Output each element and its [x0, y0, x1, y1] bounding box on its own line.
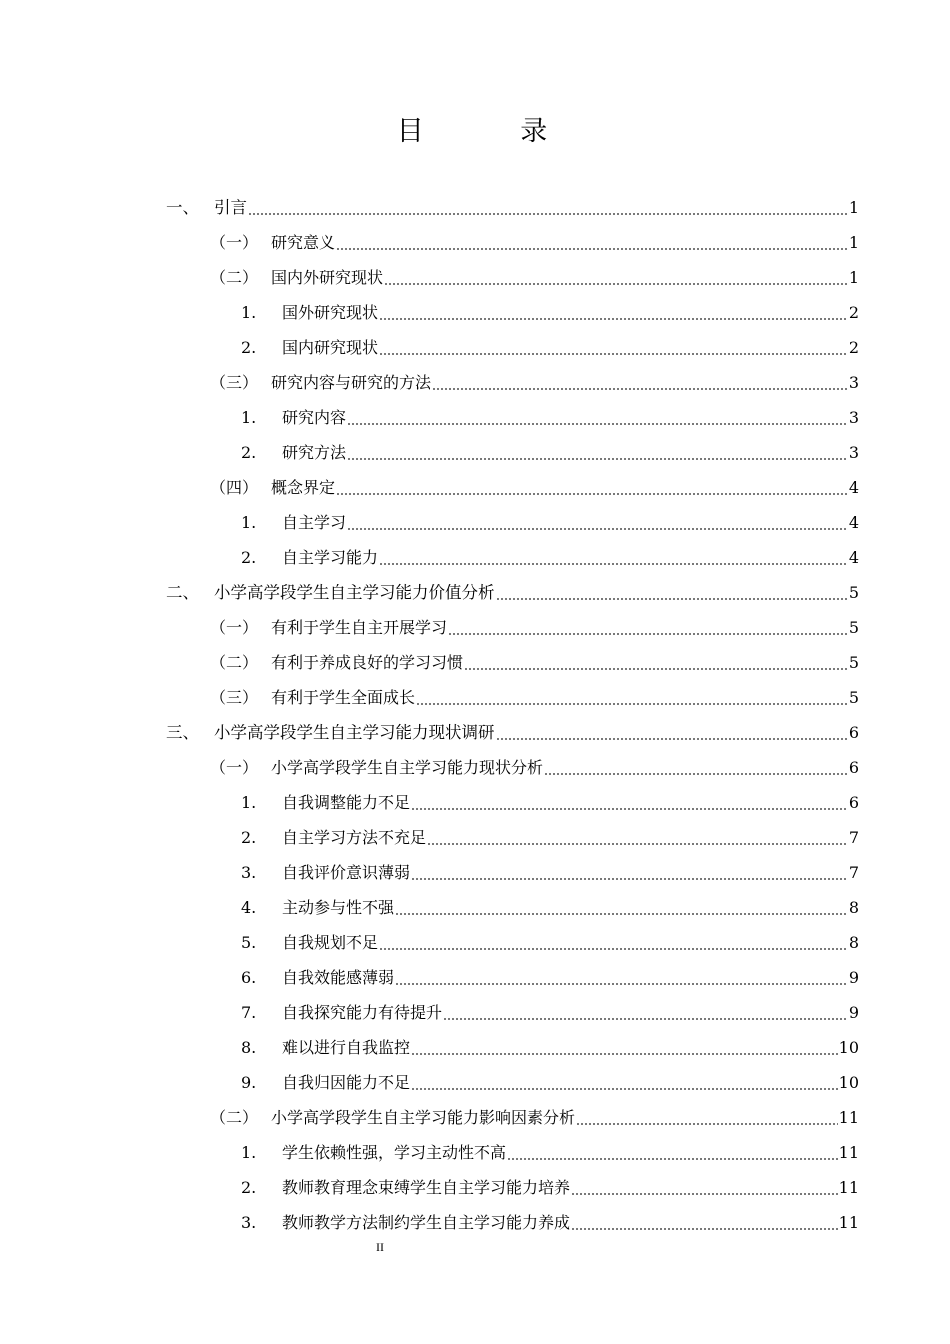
toc-entry-label: 自我评价意识薄弱: [282, 862, 411, 882]
toc-entry-number: 2.: [241, 1177, 257, 1197]
toc-entry-page: 1: [848, 232, 859, 252]
toc-entry-page: 4: [848, 547, 859, 567]
toc-entry[interactable]: [166, 190, 859, 225]
toc-entry-number: （二）: [210, 267, 259, 287]
toc-entry-page: 11: [838, 1177, 859, 1197]
toc-dot-leader: [496, 598, 848, 600]
toc-dot-leader: [395, 983, 848, 985]
toc-dot-leader: [411, 878, 848, 880]
toc-entry-number: 二、: [166, 582, 199, 602]
toc-entry-label: 难以进行自我监控: [282, 1037, 411, 1057]
toc-dot-leader: [576, 1123, 838, 1125]
toc-entry-label: 自我规划不足: [282, 932, 379, 952]
toc-entry-page: 2: [848, 337, 859, 357]
toc-entry-label: 国内研究现状: [282, 337, 379, 357]
toc-entry-page: 6: [848, 757, 859, 777]
toc-entry-page: 10: [838, 1072, 859, 1092]
toc-entry[interactable]: [241, 1170, 859, 1205]
toc-dot-leader: [448, 633, 848, 635]
toc-entry-number: 5.: [241, 932, 257, 952]
toc-entry-number: 3.: [241, 1212, 257, 1232]
toc-entry[interactable]: [241, 1030, 859, 1065]
toc-entry[interactable]: [210, 645, 859, 680]
toc-entry-label: 有利于养成良好的学习习惯: [271, 652, 464, 672]
toc-entry[interactable]: [210, 1100, 859, 1135]
toc-entry-number: 一、: [166, 197, 199, 217]
toc-dot-leader: [379, 563, 848, 565]
toc-entry[interactable]: [241, 295, 859, 330]
toc-dot-leader: [347, 528, 848, 530]
page-title: 目 录: [396, 116, 592, 147]
toc-entry-page: 1: [848, 267, 859, 287]
toc-entry-label: 研究方法: [282, 442, 347, 462]
toc-entry-number: （二）: [210, 1107, 259, 1127]
toc-entry-number: 2.: [241, 827, 257, 847]
toc-dot-leader: [496, 738, 848, 740]
toc-dot-leader: [464, 668, 848, 670]
toc-dot-leader: [411, 1088, 838, 1090]
toc-entry-label: 小学高学段学生自主学习能力现状分析: [271, 757, 544, 777]
toc-dot-leader: [571, 1228, 838, 1230]
toc-entry-number: 2.: [241, 337, 257, 357]
toc-entry-number: （四）: [210, 477, 259, 497]
toc-entry-label: 研究内容: [282, 407, 347, 427]
toc-entry[interactable]: [241, 925, 859, 960]
toc-dot-leader: [571, 1193, 838, 1195]
toc-entry-label: 自我归因能力不足: [282, 1072, 411, 1092]
toc-entry-label: 自主学习能力: [282, 547, 379, 567]
toc-entry[interactable]: [241, 855, 859, 890]
toc-entry-page: 3: [848, 442, 859, 462]
toc-dot-leader: [379, 948, 848, 950]
toc-entry-label: 自我效能感薄弱: [282, 967, 395, 987]
toc-entry-page: 11: [838, 1142, 859, 1162]
toc-entry[interactable]: [241, 1135, 859, 1170]
toc-entry-label: 研究意义: [271, 232, 336, 252]
toc-dot-leader: [432, 388, 848, 390]
toc-entry[interactable]: [210, 610, 859, 645]
toc-entry-number: （三）: [210, 372, 259, 392]
toc-entry-number: 2.: [241, 442, 257, 462]
toc-entry-label: 研究内容与研究的方法: [271, 372, 432, 392]
toc-entry-page: 3: [848, 407, 859, 427]
toc-entry-number: 2.: [241, 547, 257, 567]
toc-dot-leader: [395, 913, 848, 915]
toc-entry-number: 1.: [241, 1142, 257, 1162]
toc-entry-page: 4: [848, 477, 859, 497]
toc-entry-label: 小学高学段学生自主学习能力影响因素分析: [271, 1107, 576, 1127]
toc-entry-number: （一）: [210, 617, 259, 637]
toc-entry-page: 9: [848, 1002, 859, 1022]
toc-dot-leader: [416, 703, 848, 705]
toc-entry[interactable]: [241, 400, 859, 435]
toc-dot-leader: [336, 248, 848, 250]
toc-entry[interactable]: [210, 750, 859, 785]
toc-entry[interactable]: [210, 680, 859, 715]
toc-entry[interactable]: [166, 575, 859, 610]
toc-entry[interactable]: [241, 785, 859, 820]
toc-entry-page: 5: [848, 652, 859, 672]
toc-entry-label: 自主学习方法不充足: [282, 827, 427, 847]
toc-entry-number: 三、: [166, 722, 199, 742]
toc-entry[interactable]: [241, 960, 859, 995]
toc-dot-leader: [347, 423, 848, 425]
toc-dot-leader: [336, 493, 848, 495]
toc-entry-label: 主动参与性不强: [282, 897, 395, 917]
toc-dot-leader: [544, 773, 848, 775]
toc-entry-label: 引言: [214, 197, 247, 217]
toc-entry-label: 概念界定: [271, 477, 336, 497]
toc-entry-page: 2: [848, 302, 859, 322]
toc-entry-page: 7: [848, 827, 859, 847]
toc-entry-label: 有利于学生全面成长: [271, 687, 416, 707]
toc-dot-leader: [427, 843, 848, 845]
toc-entry[interactable]: [210, 260, 859, 295]
toc-entry[interactable]: [241, 505, 859, 540]
toc-entry-page: 5: [848, 687, 859, 707]
toc-entry-label: 有利于学生自主开展学习: [271, 617, 448, 637]
toc-entry-page: 11: [838, 1212, 859, 1232]
toc-entry-label: 小学高学段学生自主学习能力价值分析: [214, 582, 495, 602]
toc-entry-number: 7.: [241, 1002, 257, 1022]
toc-entry[interactable]: [241, 330, 859, 365]
toc-entry-label: 自我探究能力有待提升: [282, 1002, 443, 1022]
toc-entry-page: 9: [848, 967, 859, 987]
toc-entry-label: 自我调整能力不足: [282, 792, 411, 812]
toc-entry-number: 1.: [241, 512, 257, 532]
toc-entry-label: 学生依赖性强，学习主动性不高: [282, 1142, 507, 1162]
toc-entry-label: 小学高学段学生自主学习能力现状调研: [214, 722, 495, 742]
toc-entry-label: 教师教育理念束缚学生自主学习能力培养: [282, 1177, 571, 1197]
toc-entry-number: 1.: [241, 407, 257, 427]
toc-entry-page: 10: [838, 1037, 859, 1057]
toc-entry[interactable]: [241, 1205, 859, 1240]
toc-entry-number: （一）: [210, 757, 259, 777]
toc-entry-number: 1.: [241, 302, 257, 322]
toc-entry-label: 教师教学方法制约学生自主学习能力养成: [282, 1212, 571, 1232]
toc-dot-leader: [507, 1158, 838, 1160]
toc-entry-number: 3.: [241, 862, 257, 882]
toc-entry-number: 4.: [241, 897, 257, 917]
toc-entry-page: 4: [848, 512, 859, 532]
toc-dot-leader: [384, 283, 848, 285]
toc-dot-leader: [248, 213, 848, 215]
toc-dot-leader: [379, 353, 848, 355]
toc-entry[interactable]: [210, 470, 859, 505]
toc-entry-label: 自主学习: [282, 512, 347, 532]
toc-entry-label: 国外研究现状: [282, 302, 379, 322]
toc-entry-page: 6: [848, 722, 859, 742]
toc-entry[interactable]: [241, 820, 859, 855]
toc-entry[interactable]: [210, 225, 859, 260]
footer-page-number: II: [376, 1240, 384, 1254]
toc-entry[interactable]: [210, 365, 859, 400]
toc-dot-leader: [411, 808, 848, 810]
toc-entry[interactable]: [241, 540, 859, 575]
toc-entry-page: 3: [848, 372, 859, 392]
toc-entry-number: 1.: [241, 792, 257, 812]
toc-entry-page: 11: [838, 1107, 859, 1127]
toc-entry-page: 7: [848, 862, 859, 882]
toc-dot-leader: [379, 318, 848, 320]
toc-entry-page: 6: [848, 792, 859, 812]
toc-entry-page: 1: [848, 197, 859, 217]
toc-entry-page: 8: [848, 932, 859, 952]
toc-dot-leader: [347, 458, 848, 460]
toc-entry-number: 6.: [241, 967, 257, 987]
toc-entry[interactable]: [241, 435, 859, 470]
toc-entry-number: 9.: [241, 1072, 257, 1092]
toc-dot-leader: [411, 1053, 838, 1055]
toc-entry[interactable]: [166, 715, 859, 750]
toc-entry-number: （三）: [210, 687, 259, 707]
toc-entry-label: 国内外研究现状: [271, 267, 384, 287]
toc-entry[interactable]: [241, 890, 859, 925]
toc-entry-number: （二）: [210, 652, 259, 672]
toc-entry-page: 8: [848, 897, 859, 917]
toc-entry-page: 5: [848, 582, 859, 602]
toc-entry[interactable]: [241, 995, 859, 1030]
toc-entry-number: 8.: [241, 1037, 257, 1057]
toc-entry-page: 5: [848, 617, 859, 637]
toc-dot-leader: [443, 1018, 848, 1020]
toc-entry-number: （一）: [210, 232, 259, 252]
toc-entry[interactable]: [241, 1065, 859, 1100]
